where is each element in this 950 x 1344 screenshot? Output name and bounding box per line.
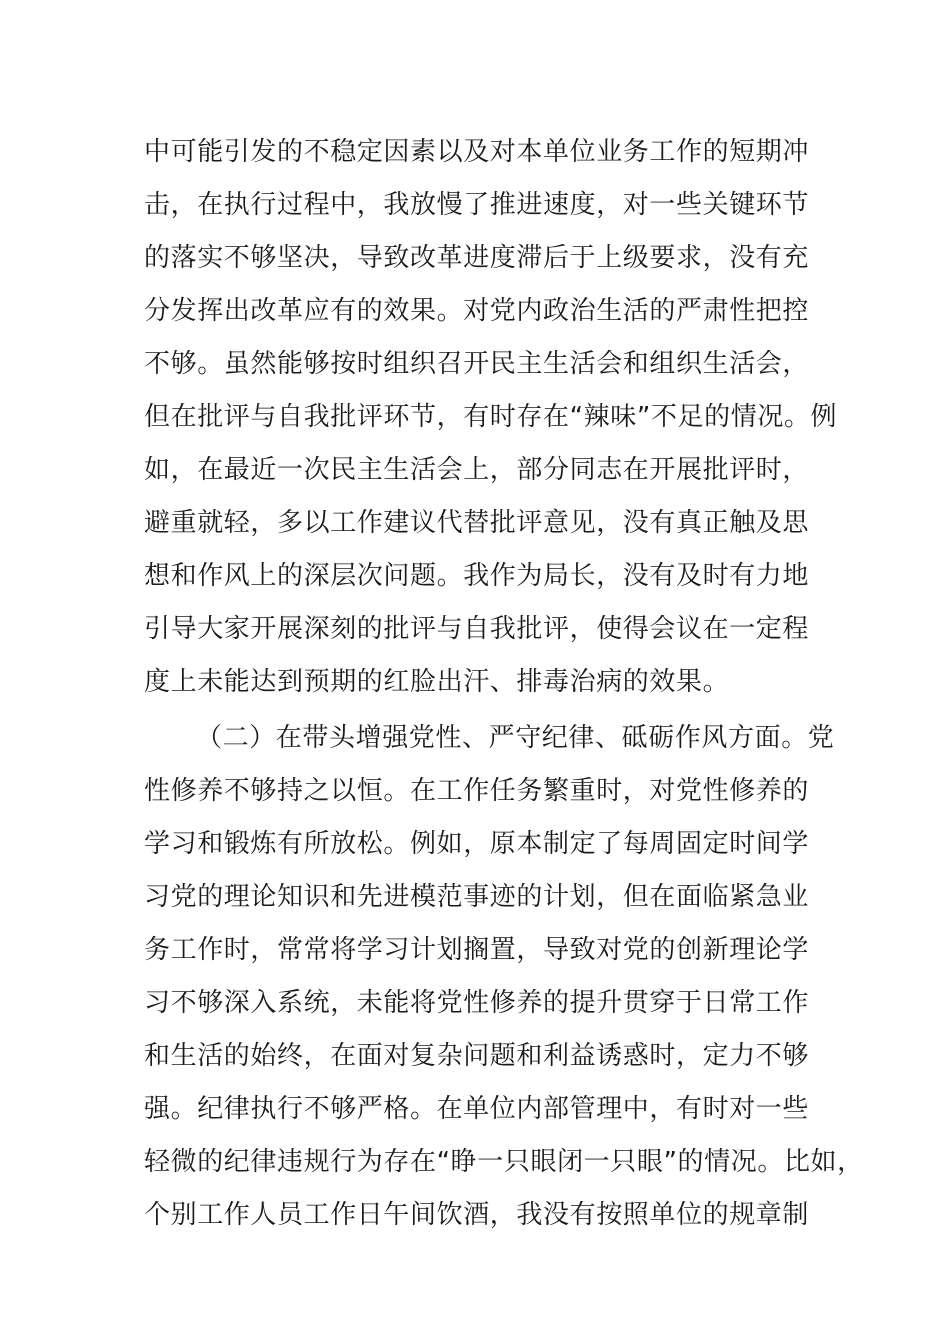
text-line: 性修养不够持之以恒。在工作任务繁重时，对党性修养的 — [144, 776, 810, 806]
text-line: 度上未能达到预期的红脸出汗、排毒治病的效果。 — [144, 667, 730, 697]
text-line: 个别工作人员工作日午间饮酒，我没有按照单位的规章制 — [144, 1200, 810, 1230]
paragraph-2 — [144, 712, 864, 1242]
text-line: 中可能引发的不稳定因素以及对本单位业务工作的短期冲 — [144, 137, 810, 167]
text-line: 避重就轻，多以工作建议代替批评意见，没有真正触及思 — [144, 508, 810, 538]
text-line-indented: （二）在带头增强党性、严守纪律、砥砺作风方面。党 — [196, 723, 835, 753]
text-line: 轻微的纪律违规行为存在“睁一只眼闭一只眼”的情况。比如， — [144, 1147, 864, 1177]
text-line: 但在批评与自我批评环节，有时存在“辣味”不足的情况。例 — [144, 402, 838, 432]
text-line: 击，在执行过程中，我放慢了推进速度，对一些关键环节 — [144, 190, 810, 220]
text-line: 学习和锻炼有所放松。例如，原本制定了每周固定时间学 — [144, 829, 810, 859]
text-line: 习不够深入系统，未能将党性修养的提升贯穿于日常工作 — [144, 988, 810, 1018]
text-line: 的落实不够坚决，导致改革进度滞后于上级要求，没有充 — [144, 243, 810, 273]
body-text — [144, 126, 864, 1242]
text-line: 引导大家开展深刻的批评与自我批评，使得会议在一定程 — [144, 614, 810, 644]
text-line: 习党的理论知识和先进模范事迹的计划，但在面临紧急业 — [144, 882, 810, 912]
paragraph-1 — [144, 126, 838, 709]
text-line: 分发挥出改革应有的效果。对党内政治生活的严肃性把控 — [144, 296, 810, 326]
text-line: 想和作风上的深层次问题。我作为局长，没有及时有力地 — [144, 561, 810, 591]
text-line: 如，在最近一次民主生活会上，部分同志在开展批评时， — [144, 455, 810, 485]
text-line: 和生活的始终，在面对复杂问题和利益诱惑时，定力不够 — [144, 1041, 810, 1071]
text-line: 不够。虽然能够按时组织召开民主生活会和组织生活会， — [144, 349, 810, 379]
text-line: 务工作时，常常将学习计划搁置，导致对党的创新理论学 — [144, 935, 810, 965]
text-line: 强。纪律执行不够严格。在单位内部管理中，有时对一些 — [144, 1094, 810, 1124]
